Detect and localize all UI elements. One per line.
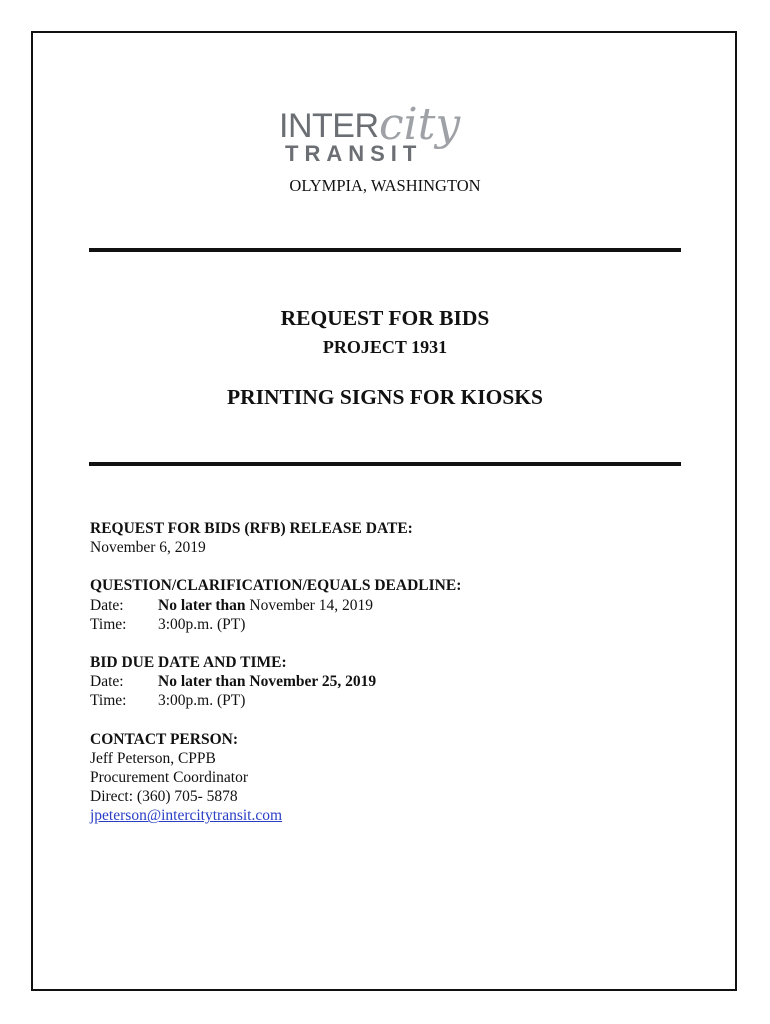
release-heading: REQUEST FOR BIDS (RFB) RELEASE DATE: [90,520,413,537]
questions-time-value: 3:00p.m. (PT) [158,615,246,633]
bid-info [90,519,690,845]
questions-time-label: Time: [90,615,127,633]
bid-due-date-value: No later than November 25, 2019 [158,673,377,691]
logo-transit-text: TRANSIT [285,141,423,166]
questions-date-emphasis: No later than [158,596,246,614]
questions-date-value: November 14, 2019 [249,596,373,614]
bid-due-date-label: Date: [90,673,124,691]
questions-date-label: Date: [90,596,124,614]
contact-title: Procurement Coordinator [90,769,248,787]
logo-city-text: city [379,99,461,150]
questions-section [90,576,690,634]
release-date: November 6, 2019 [90,539,206,557]
bid-due-time-label: Time: [90,692,127,710]
questions-heading: QUESTION/CLARIFICATION/EQUALS DEADLINE: [90,577,462,595]
questions-date-row [90,596,690,615]
top-divider [89,248,681,252]
contact-section [90,730,690,826]
contact-email-link[interactable]: jpeterson@intercitytransit.com [90,807,283,825]
bid-due-heading: BID DUE DATE AND TIME: [90,654,287,672]
contact-phone: Direct: (360) 705- 5878 [90,788,238,806]
questions-time-row [90,615,690,634]
bid-due-time-row [90,691,690,710]
release-section [90,519,690,557]
contact-name: Jeff Peterson, CPPB [90,749,216,767]
bid-due-date-row [90,672,690,691]
page-border [31,31,737,991]
project-subject: PRINTING SIGNS FOR KIOSKS [226,385,543,409]
bottom-divider [89,462,681,466]
logo-inter-text: INTER [279,107,379,145]
bid-due-section [90,653,690,711]
request-title: REQUEST FOR BIDS [280,306,490,330]
intercity-transit-logo [275,97,505,167]
contact-heading: CONTACT PERSON: [90,730,238,748]
bid-due-time-value: 3:00p.m. (PT) [158,692,246,710]
project-number: PROJECT 1931 [322,337,448,357]
location-line: OLYMPIA, WASHINGTON [289,176,481,195]
